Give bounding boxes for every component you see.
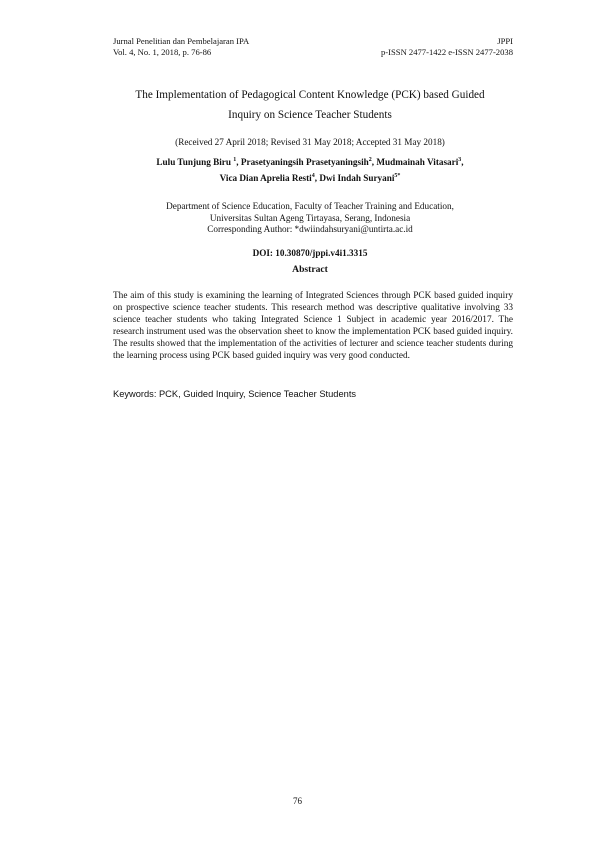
author-2-sup: 2: [368, 156, 372, 163]
author-3: Mudmainah Vitasari: [376, 157, 459, 167]
journal-issn: p-ISSN 2477-1422 e-ISSN 2477-2038: [380, 47, 513, 57]
paper-title-line1: The Implementation of Pedagogical Content Knowledge (PCK) based Guided: [135, 89, 485, 101]
keywords: Keywords: PCK, Guided Inquiry, Science Teacher Students: [113, 389, 357, 399]
affiliation-department: Department of Science Education, Faculty of Teacher Training and Education,: [166, 201, 454, 211]
author-1-sup: 1: [233, 156, 237, 163]
author-line-1: Lulu Tunjung Biru $^1$, Prasetyaningsih Prasetyaningsih$^2$, Mudmainah Vitasari$^3$,: [156, 156, 464, 167]
author-5-sup: 5*: [394, 172, 401, 179]
author-5: Dwi Indah Suryani: [319, 173, 395, 183]
author-4-sup: 4: [311, 172, 315, 179]
author-line-2: Vica Dian Aprelia Resti$^4$, Dwi Indah Suryani$^{5*}$: [219, 172, 401, 183]
journal-name: Jurnal Penelitian dan Pembelajaran IPA: [113, 36, 250, 46]
page-number: 76: [293, 796, 302, 806]
journal-header-left: [113, 36, 249, 58]
author-list: [100, 154, 520, 186]
author-4: Vica Dian Aprelia Resti: [219, 173, 312, 183]
affiliation-university: Universitas Sultan Ageng Tirtayasa, Serang, Indonesia: [209, 212, 411, 223]
journal-header-right: [381, 36, 513, 58]
abstract-heading: Abstract: [292, 264, 328, 275]
doi: DOI: 10.30870/jppi.v4i1.3315: [252, 248, 368, 258]
affiliation: [100, 201, 520, 236]
paper-title: [100, 85, 520, 125]
journal-abbrev: JPPI: [497, 36, 513, 46]
author-2: Prasetyaningsih Prasetyaningsih: [240, 157, 369, 167]
abstract-text: The aim of this study is examining the learning of Integrated Sciences through PCK based guided inquiry on prospective science teacher students. This research method was descriptive qualitative involving 33 science teacher students who taking Integrated Science 1 Subject in academic year 2016/2017. The research instrument used was the observation sheet to know the implementation PCK based guided inquiry. The results showed that the implementation of the activities of lecturer and science teacher students during the learning process using PCK based guided inquiry was very good conducted.: [113, 291, 513, 362]
author-3-sup: 3: [458, 156, 462, 163]
journal-volume: Vol. 4, No. 1, 2018, p. 76-86: [113, 47, 212, 57]
corresponding-author: Corresponding Author: *dwiindahsuryani@untirta.ac.id: [207, 224, 413, 234]
received-dates: (Received 27 April 2018; Revised 31 May 2018; Accepted 31 May 2018): [175, 137, 445, 147]
author-1: Lulu Tunjung Biru: [156, 157, 231, 167]
paper-title-line2: Inquiry on Science Teacher Students: [228, 109, 392, 121]
